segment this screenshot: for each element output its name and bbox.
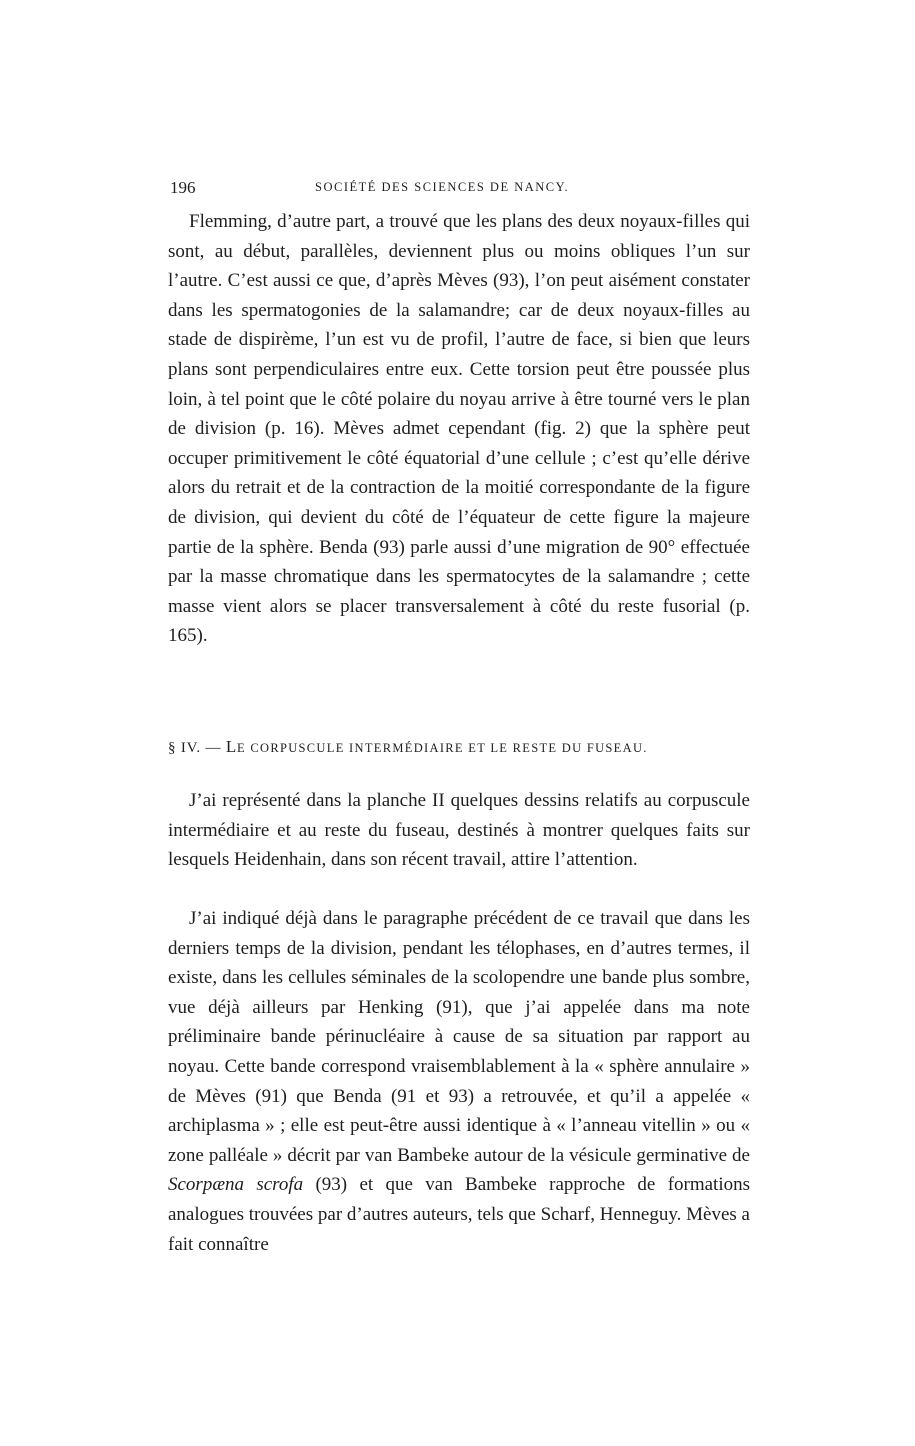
paragraph-2-text: J’ai représenté dans la planche II quelques dessins relatifs au corpuscule intermédiaire et au reste du fuseau, destinés à montrer quelques faits sur lesquels Heidenhain, dans son récent travail, attire l’attention. <box>168 790 750 871</box>
paragraph-1 <box>168 207 750 651</box>
section-title: E CORPUSCULE INTERMÉDIAIRE ET LE RESTE DU FUSEAU. <box>237 741 648 755</box>
species-name: Scorpæna scrofa <box>168 1174 304 1196</box>
paragraph-2 <box>168 786 750 875</box>
paragraph-3 <box>168 904 750 1259</box>
paragraph-3-text-part-1: J’ai indiqué déjà dans le paragraphe précédent de ce travail que dans les derniers temps de la division, pendant les télophases, en d’autres termes, il existe, dans les cellules séminales de la scolopendre une bande plus sombre, vue déjà ailleurs par Henking (91), que j’ai appelée dans ma note préliminaire bande périnucléaire à cause de sa situation par rapport au noyau. Cette bande correspond vraisemblablement à la « sphère annulaire » de Mèves (91) que Benda (91 et 93) a retrouvée, et qu’il a appelée « archiplasma » ; elle est peut-être aussi identique à « l’anneau vitellin » ou « zone palléale » décrit par van Bambeke autour de la vésicule germinative de <box>168 908 750 1166</box>
page-header <box>170 178 750 200</box>
paragraph-1-text: Flemming, d’autre part, a trouvé que les plans des deux noyaux-filles qui sont, au début, parallèles, deviennent plus ou moins obliques l’un sur l’autre. C’est aussi ce que, d’après Mèves (93), l’on peut aisément constater dans les spermatogonies de la salamandre; car de deux noyaux-filles au stade de dispirème, l’un est vu de profil, l’autre de face, si bien que leurs plans sont perpendiculaires entre eux. Cette torsion peut être poussée plus loin, à tel point que le côté polaire du noyau arrive à être tourné vers le plan de division (p. 16). Mèves admet cependant (fig. 2) que la sphère peut occuper primitivement le côté équatorial d’une cellule ; c’est qu’elle dérive alors du retrait et de la contraction de la moitié correspondante de la figure de division, qui devient du côté de l’équateur de cette figure la majeure partie de la sphère. Benda (93) parle aussi d’une migration de 90° effectuée par la masse chromatique dans les spermatocytes de la salamandre ; cette masse vient alors se placer transversalement à côté du reste fusorial (p. 165). <box>168 211 750 647</box>
section-number: § IV. — <box>168 740 222 756</box>
page-number: 196 <box>170 178 196 197</box>
section-heading <box>168 737 750 757</box>
paragraph-3-text-part-2: (93) et que van Bambeke rapproche de formations analogues trouvées par d’autres auteurs, tels que Scharf, Henneguy. Mèves a fait connaître <box>168 1174 751 1255</box>
running-head: SOCIÉTÉ DES SCIENCES DE NANCY. <box>315 180 570 194</box>
section-title-initial: L <box>225 737 237 756</box>
